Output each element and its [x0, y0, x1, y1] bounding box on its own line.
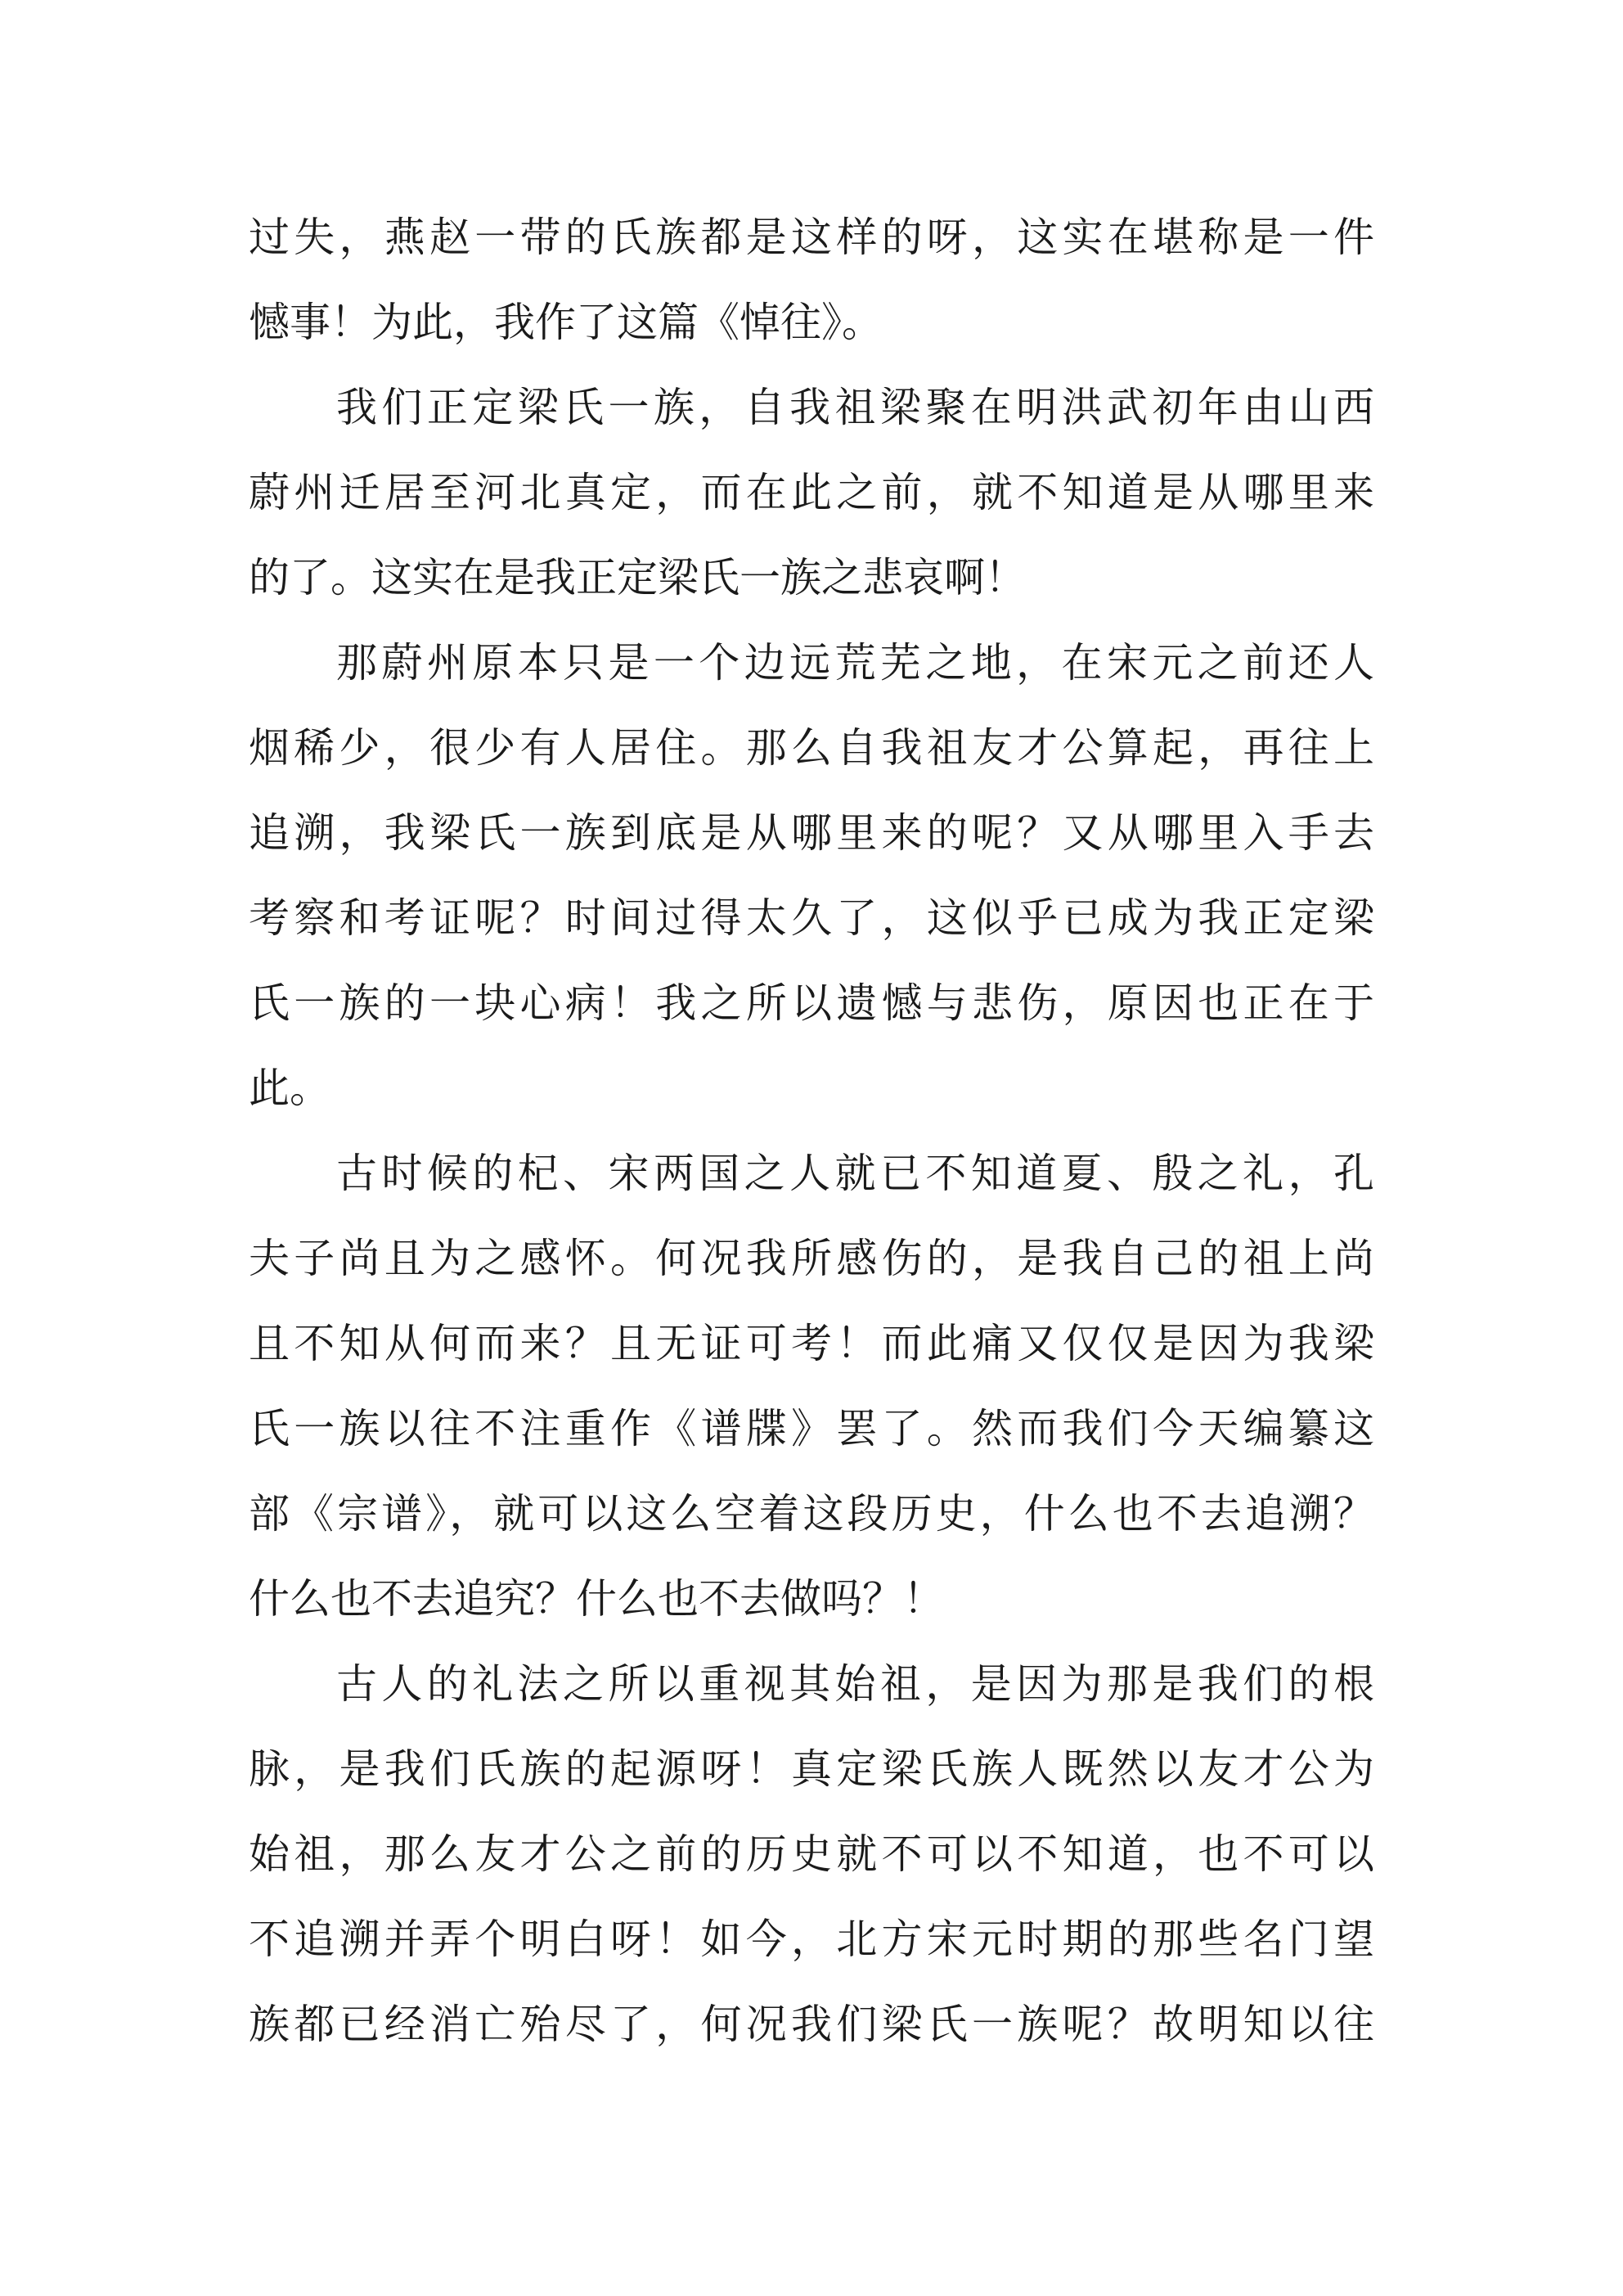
- text-line: 烟稀少，很少有人居住。那么自我祖友才公算起，再往上: [249, 725, 1374, 771]
- text-line: 什么也不去追究？什么也不去做吗？！: [249, 1576, 944, 1622]
- text-line: 氏一族的一块心病！我之所以遗憾与悲伤，原因也正在于: [249, 980, 1374, 1026]
- text-line: 我们正定梁氏一族，自我祖梁聚在明洪武初年由山西: [336, 385, 1374, 430]
- text-line: 蔚州迁居至河北真定，而在此之前，就不知道是从哪里来: [249, 470, 1374, 515]
- text-line: 此。: [249, 1065, 330, 1111]
- text-line: 古人的礼法之所以重视其始祖，是因为那是我们的根: [336, 1661, 1374, 1707]
- text-line: 且不知从何而来？且无证可考！而此痛又仅仅是因为我梁: [249, 1321, 1374, 1366]
- text-line: 族都已经消亡殆尽了，何况我们梁氏一族呢？故明知以往: [249, 2001, 1374, 2047]
- text-line: 憾事！为此，我作了这篇《悼往》。: [249, 299, 883, 345]
- text-line: 考察和考证呢？时间过得太久了，这似乎已成为我正定梁: [249, 895, 1374, 941]
- text-line: 古时候的杞、宋两国之人就已不知道夏、殷之礼，孔: [336, 1150, 1374, 1196]
- text-line: 不追溯并弄个明白呀！如今，北方宋元时期的那些名门望: [249, 1916, 1374, 1962]
- text-line: 追溯，我梁氏一族到底是从哪里来的呢？又从哪里入手去: [249, 810, 1374, 856]
- text-line: 的了。这实在是我正定梁氏一族之悲哀啊！: [249, 555, 1026, 601]
- text-line: 过失，燕赵一带的氏族都是这样的呀，这实在堪称是一件: [249, 214, 1374, 260]
- text-line: 始祖，那么友才公之前的历史就不可以不知道，也不可以: [249, 1831, 1374, 1877]
- text-line: 那蔚州原本只是一个边远荒芜之地，在宋元之前还人: [336, 640, 1374, 686]
- body-text: [249, 195, 1374, 2067]
- text-line: 脉，是我们氏族的起源呀！真定梁氏族人既然以友才公为: [249, 1746, 1374, 1792]
- text-line: 氏一族以往不注重作《谱牒》罢了。然而我们今天编纂这: [249, 1406, 1374, 1452]
- text-line: 夫子尚且为之感怀。何况我所感伤的，是我自己的祖上尚: [249, 1236, 1374, 1281]
- text-line: 部《宗谱》，就可以这么空着这段历史，什么也不去追溯？: [249, 1491, 1374, 1537]
